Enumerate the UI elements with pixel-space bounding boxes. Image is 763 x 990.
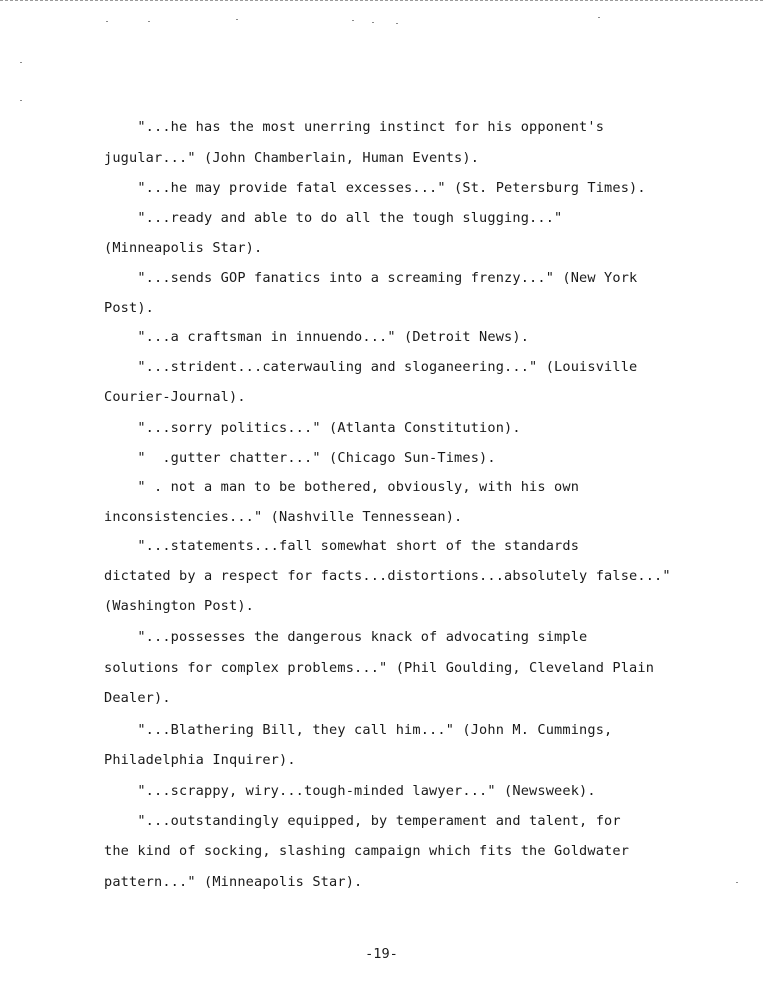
scan-speck — [20, 62, 22, 63]
scan-speck — [598, 17, 600, 18]
text-line: "...sends GOP fanatics into a screaming frenzy..." (New York — [104, 270, 638, 286]
text-line: "...a craftsman in innuendo..." (Detroit News). — [104, 329, 530, 345]
text-line: " .gutter chatter..." (Chicago Sun-Times). — [104, 450, 496, 466]
text-line: (Washington Post). — [104, 598, 255, 614]
scan-speck — [236, 19, 238, 20]
text-line: "...sorry politics..." (Atlanta Constitution). — [104, 420, 521, 436]
text-line: Philadelphia Inquirer). — [104, 752, 296, 768]
text-line: "...possesses the dangerous knack of advocating simple — [104, 629, 588, 645]
text-line: Post). — [104, 300, 155, 316]
page-number: -19- — [365, 946, 398, 962]
scan-speck — [352, 20, 354, 21]
text-line: "...Blathering Bill, they call him..." (John M. Cummings, — [104, 722, 613, 738]
scan-speck — [148, 21, 150, 22]
text-line: "...outstandingly equipped, by temperament and talent, for — [104, 813, 621, 829]
text-line: dictated by a respect for facts...distortions...absolutely false..." — [104, 568, 671, 584]
text-line: pattern..." (Minneapolis Star). — [104, 874, 363, 890]
text-line: solutions for complex problems..." (Phil Goulding, Cleveland Plain — [104, 660, 655, 676]
scan-speck — [372, 22, 374, 23]
text-line: jugular..." (John Chamberlain, Human Events). — [104, 150, 480, 166]
text-line: inconsistencies..." (Nashville Tennessean). — [104, 509, 463, 525]
text-line: (Minneapolis Star). — [104, 240, 263, 256]
text-line: " . not a man to be bothered, obviously, with his own — [104, 479, 580, 495]
text-line: Courier-Journal). — [104, 389, 246, 405]
scan-speck — [106, 21, 108, 22]
text-line: "...scrappy, wiry...tough-minded lawyer..." (Newsweek). — [104, 783, 596, 799]
text-line: "...he has the most unerring instinct for his opponent's — [104, 119, 605, 135]
text-line: the kind of socking, slashing campaign which fits the Goldwater — [104, 843, 630, 859]
scan-speck — [396, 23, 398, 24]
text-line: "...he may provide fatal excesses..." (St. Petersburg Times). — [104, 180, 646, 196]
text-line: "...statements...fall somewhat short of the standards — [104, 538, 580, 554]
top-border — [0, 0, 763, 1]
text-line: "...strident...caterwauling and sloganeering..." (Louisville — [104, 359, 638, 375]
scan-speck — [736, 882, 738, 883]
text-line: Dealer). — [104, 690, 171, 706]
scan-speck — [20, 100, 22, 101]
text-line: "...ready and able to do all the tough slugging..." — [104, 210, 563, 226]
